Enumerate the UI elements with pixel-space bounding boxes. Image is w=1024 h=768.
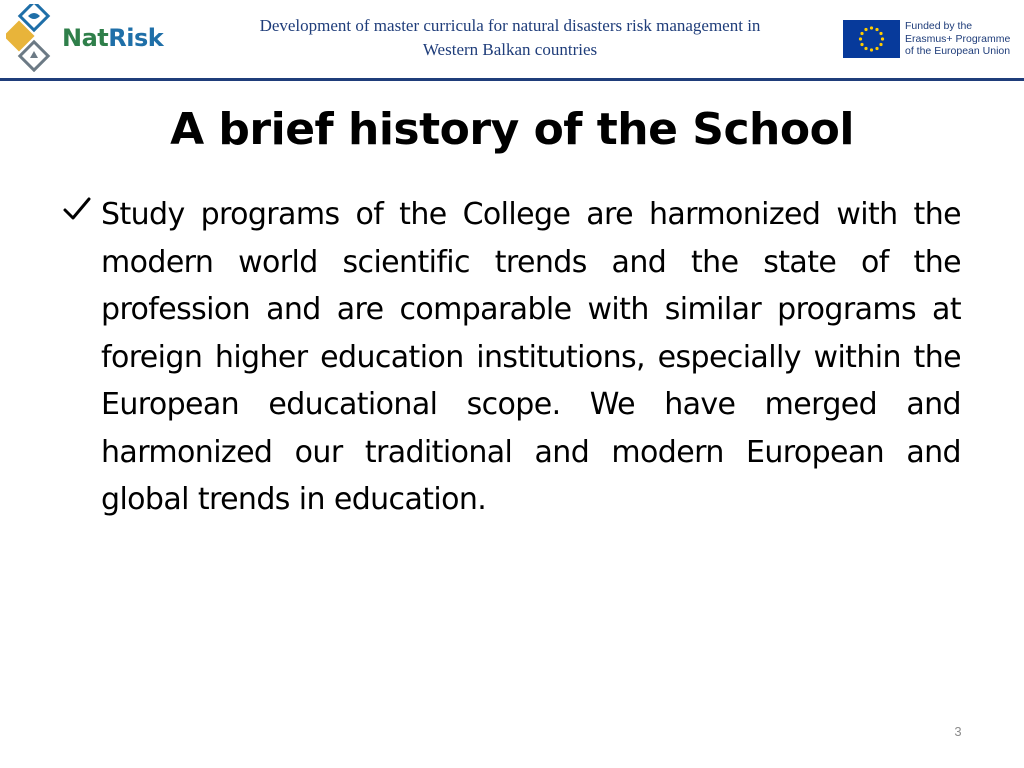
project-title: Development of master curricula for natural disasters risk management in Western Balkan countries (259, 16, 761, 59)
natrisk-wordmark: NatRisk (62, 24, 164, 52)
header-divider (0, 78, 1024, 81)
bullet-item-text: Study programs of the College are harmonized with the modern world scientific trends and the state of the profession and are comparable with similar programs at foreign higher education institutions, especially within the European educational scope. We have merged and harmonized our traditional and modern European and global trends in education. (101, 197, 961, 517)
natrisk-logo (6, 4, 166, 72)
checkmark-icon (62, 195, 92, 225)
eu-flag-icon (843, 20, 900, 58)
eu-funding-line: of the European Union (905, 45, 1011, 57)
natrisk-diamond-icon (6, 4, 66, 72)
eu-funding-line: Funded by the (905, 20, 973, 32)
erasmus-logo (843, 20, 1015, 60)
eu-funding-line: Erasmus+ Programme (905, 32, 1011, 45)
slide-title: A brief history of the School (170, 104, 854, 155)
eu-funding-text (905, 20, 1010, 58)
page-number: 3 (954, 724, 962, 739)
slide-header (0, 0, 1024, 82)
